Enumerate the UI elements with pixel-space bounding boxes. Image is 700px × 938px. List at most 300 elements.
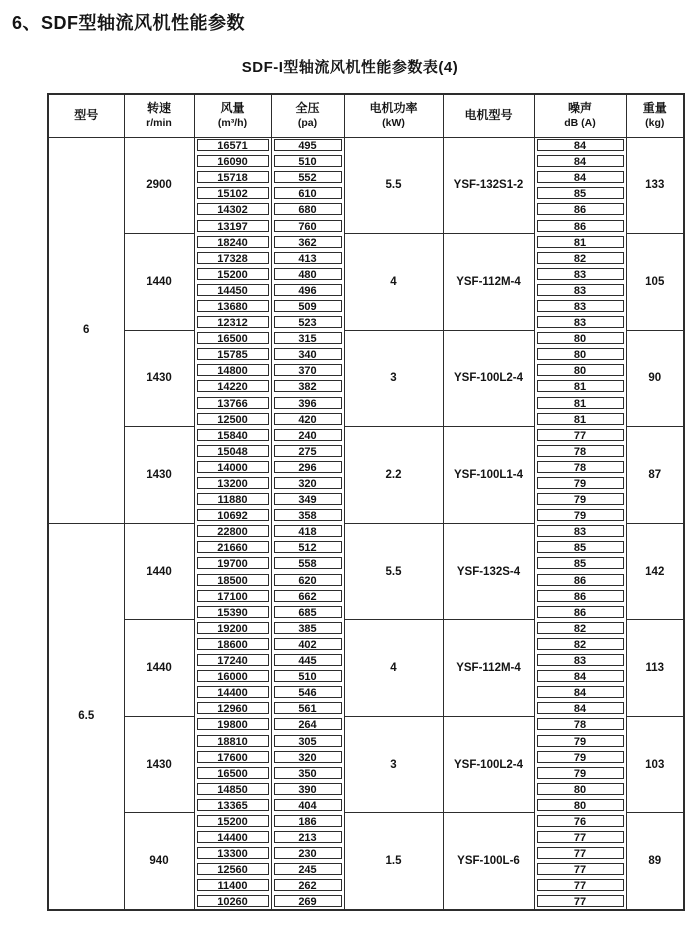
pressure-cell-box: 418 [274,525,342,537]
flow-cell [194,684,271,700]
flow-cell-box: 18240 [197,236,269,248]
flow-cell-box: 14302 [197,203,269,215]
speed-cell: 1440 [124,523,194,620]
col-header-pressure-unit: (pa) [297,116,318,129]
flow-cell [194,781,271,797]
weight-cell: 89 [626,813,684,910]
noise-cell [534,459,626,475]
pressure-cell [271,813,344,829]
pressure-cell [271,700,344,716]
pressure-cell [271,378,344,394]
power-cell: 3 [344,716,443,813]
flow-cell-box: 14800 [197,364,269,376]
pressure-cell [271,620,344,636]
noise-cell [534,298,626,314]
model-cell: 6 [48,137,124,523]
flow-cell-box: 14400 [197,831,269,843]
power-cell: 5.5 [344,523,443,620]
pressure-cell [271,716,344,732]
pressure-cell-box: 320 [274,477,342,489]
noise-cell [534,346,626,362]
motor-model-cell: YSF-100L2-4 [443,330,534,427]
power-cell: 4 [344,234,443,331]
noise-cell-box: 80 [537,364,624,376]
speed-cell: 1440 [124,234,194,331]
pressure-cell-box: 496 [274,284,342,296]
pressure-cell [271,459,344,475]
weight-cell: 142 [626,523,684,620]
noise-cell [534,539,626,555]
flow-cell [194,153,271,169]
flow-cell-box: 10692 [197,509,269,521]
noise-cell-box: 86 [537,574,624,586]
noise-cell-box: 77 [537,429,624,441]
flow-cell [194,234,271,250]
flow-cell-box: 18500 [197,574,269,586]
flow-cell [194,845,271,861]
pressure-cell-box: 315 [274,332,342,344]
pressure-cell [271,781,344,797]
flow-cell [194,877,271,893]
flow-cell [194,813,271,829]
noise-cell [534,797,626,813]
flow-cell [194,765,271,781]
pressure-cell-box: 523 [274,316,342,328]
flow-cell-box: 13300 [197,847,269,859]
pressure-cell [271,314,344,330]
flow-cell-box: 15048 [197,445,269,457]
col-header-noise-unit: dB (A) [564,116,596,129]
header-row [48,94,684,137]
noise-cell-box: 77 [537,863,624,875]
pressure-cell [271,684,344,700]
col-header-power [344,94,443,137]
flow-cell-box: 14000 [197,461,269,473]
motor-model-cell: YSF-112M-4 [443,620,534,717]
noise-cell-box: 77 [537,895,624,907]
flow-cell-box: 16500 [197,767,269,779]
noise-cell-box: 85 [537,187,624,199]
col-header-pressure [271,94,344,137]
noise-cell-box: 81 [537,236,624,248]
pressure-cell [271,588,344,604]
flow-cell [194,443,271,459]
pressure-cell [271,266,344,282]
pressure-cell-box: 402 [274,638,342,650]
col-header-flow-unit: (m³/h) [217,116,248,129]
pressure-cell [271,507,344,523]
pressure-cell [271,636,344,652]
pressure-cell [271,861,344,877]
noise-cell [534,572,626,588]
col-header-speed-label: 转速 [146,101,171,116]
pressure-cell [271,282,344,298]
col-header-speed [124,94,194,137]
flow-cell-box: 16000 [197,670,269,682]
noise-cell-box: 79 [537,477,624,489]
pressure-cell-box: 561 [274,702,342,714]
pressure-cell-box: 245 [274,863,342,875]
pressure-cell-box: 404 [274,799,342,811]
pressure-cell [271,749,344,765]
table-row [48,234,684,250]
noise-cell [534,475,626,491]
flow-cell [194,491,271,507]
pressure-cell [271,491,344,507]
noise-cell [534,668,626,684]
flow-cell [194,314,271,330]
noise-cell [534,813,626,829]
noise-cell-box: 86 [537,203,624,215]
noise-cell [534,765,626,781]
noise-cell-box: 84 [537,171,624,183]
pressure-cell [271,765,344,781]
flow-cell-box: 13766 [197,397,269,409]
motor-model-cell: YSF-100L-6 [443,813,534,910]
noise-cell [534,395,626,411]
col-header-noise [534,94,626,137]
col-header-power-label: 电机功率 [369,101,418,116]
flow-cell-box: 17328 [197,252,269,264]
noise-cell-box: 86 [537,606,624,618]
flow-cell [194,217,271,233]
noise-cell [534,604,626,620]
pressure-cell [271,234,344,250]
noise-cell [534,266,626,282]
weight-cell: 105 [626,234,684,331]
noise-cell [534,378,626,394]
flow-cell-box: 15200 [197,268,269,280]
weight-cell: 90 [626,330,684,427]
pressure-cell-box: 382 [274,380,342,392]
noise-cell [534,491,626,507]
pressure-cell-box: 262 [274,879,342,891]
noise-cell [534,893,626,909]
flow-cell [194,298,271,314]
table-row [48,716,684,732]
noise-cell-box: 82 [537,252,624,264]
pressure-cell [271,362,344,378]
pressure-cell-box: 370 [274,364,342,376]
noise-cell [534,137,626,153]
pressure-cell-box: 213 [274,831,342,843]
noise-cell [534,588,626,604]
col-header-model [48,94,124,137]
noise-cell [534,282,626,298]
noise-cell-box: 83 [537,316,624,328]
pressure-cell [271,652,344,668]
noise-cell-box: 84 [537,155,624,167]
pressure-cell-box: 413 [274,252,342,264]
flow-cell [194,250,271,266]
pressure-cell-box: 340 [274,348,342,360]
flow-cell-box: 15200 [197,815,269,827]
pressure-cell [271,572,344,588]
flow-cell-box: 11880 [197,493,269,505]
flow-cell [194,797,271,813]
table-header [48,94,684,137]
flow-cell-box: 13200 [197,477,269,489]
noise-cell [534,217,626,233]
col-header-weight-unit: (kg) [645,116,665,129]
pressure-cell-box: 269 [274,895,342,907]
flow-cell [194,893,271,909]
noise-cell [534,427,626,443]
power-cell: 3 [344,330,443,427]
flow-cell [194,378,271,394]
noise-cell-box: 79 [537,509,624,521]
pressure-cell-box: 510 [274,155,342,167]
flow-cell [194,427,271,443]
noise-cell-box: 78 [537,445,624,457]
flow-cell [194,620,271,636]
pressure-cell [271,523,344,539]
motor-model-cell: YSF-132S-4 [443,523,534,620]
noise-cell [534,201,626,217]
pressure-cell [271,797,344,813]
flow-cell [194,282,271,298]
col-header-motor-label: 电机型号 [464,107,513,122]
col-header-pressure-label: 全压 [295,101,320,116]
pressure-cell-box: 610 [274,187,342,199]
noise-cell-box: 86 [537,590,624,602]
noise-cell-box: 85 [537,541,624,553]
flow-cell [194,185,271,201]
flow-cell [194,539,271,555]
pressure-cell-box: 350 [274,767,342,779]
col-header-noise-label: 噪声 [567,101,592,116]
noise-cell-box: 79 [537,751,624,763]
pressure-cell-box: 396 [274,397,342,409]
table-body [48,137,684,910]
flow-cell-box: 19800 [197,718,269,730]
noise-cell [534,620,626,636]
noise-cell-box: 79 [537,735,624,747]
noise-cell-box: 80 [537,348,624,360]
flow-cell-box: 13680 [197,300,269,312]
flow-cell-box: 15102 [197,187,269,199]
pressure-cell-box: 495 [274,139,342,151]
noise-cell-box: 84 [537,686,624,698]
flow-cell-box: 11400 [197,879,269,891]
table-row [48,330,684,346]
speed-cell: 1430 [124,716,194,813]
noise-cell-box: 81 [537,380,624,392]
flow-cell [194,652,271,668]
noise-cell-box: 80 [537,783,624,795]
weight-cell: 87 [626,427,684,524]
noise-cell [534,732,626,748]
motor-model-cell: YSF-132S1-2 [443,137,534,234]
flow-cell [194,555,271,571]
noise-cell-box: 78 [537,718,624,730]
pressure-cell-box: 349 [274,493,342,505]
noise-cell [534,652,626,668]
pressure-cell [271,153,344,169]
pressure-cell [271,893,344,909]
flow-cell-box: 15718 [197,171,269,183]
pressure-cell-box: 552 [274,171,342,183]
col-header-flow-label: 风量 [220,101,245,116]
pressure-cell-box: 358 [274,509,342,521]
pressure-cell-box: 275 [274,445,342,457]
noise-cell [534,443,626,459]
pressure-cell-box: 320 [274,751,342,763]
flow-cell-box: 12500 [197,413,269,425]
pressure-cell-box: 685 [274,606,342,618]
weight-cell: 103 [626,716,684,813]
flow-cell [194,330,271,346]
flow-cell [194,523,271,539]
pressure-cell-box: 509 [274,300,342,312]
flow-cell [194,636,271,652]
noise-cell-box: 81 [537,397,624,409]
pressure-cell [271,539,344,555]
noise-cell-box: 83 [537,268,624,280]
noise-cell-box: 81 [537,413,624,425]
noise-cell-box: 84 [537,702,624,714]
noise-cell-box: 79 [537,767,624,779]
noise-cell-box: 80 [537,799,624,811]
table-row [48,620,684,636]
pressure-cell-box: 385 [274,622,342,634]
flow-cell [194,475,271,491]
noise-cell [534,507,626,523]
noise-cell [534,523,626,539]
noise-cell-box: 77 [537,879,624,891]
col-header-model-label: 型号 [74,107,99,122]
flow-cell-box: 17600 [197,751,269,763]
pressure-cell [271,427,344,443]
pressure-cell [271,443,344,459]
flow-cell [194,459,271,475]
noise-cell [534,330,626,346]
noise-cell-box: 77 [537,847,624,859]
flow-cell-box: 19700 [197,557,269,569]
flow-cell-box: 12560 [197,863,269,875]
performance-table [47,93,685,911]
flow-cell [194,604,271,620]
flow-cell-box: 18600 [197,638,269,650]
noise-cell-box: 78 [537,461,624,473]
flow-cell-box: 19200 [197,622,269,634]
flow-cell-box: 13197 [197,220,269,232]
pressure-cell [271,668,344,684]
flow-cell-box: 10260 [197,895,269,907]
flow-cell [194,572,271,588]
pressure-cell [271,346,344,362]
pressure-cell-box: 230 [274,847,342,859]
col-header-speed-unit: r/min [146,116,172,129]
flow-cell [194,732,271,748]
pressure-cell [271,250,344,266]
pressure-cell [271,555,344,571]
pressure-cell [271,395,344,411]
flow-cell [194,137,271,153]
pressure-cell [271,217,344,233]
speed-cell: 2900 [124,137,194,234]
noise-cell [534,234,626,250]
flow-cell [194,829,271,845]
noise-cell [534,185,626,201]
flow-cell-box: 15785 [197,348,269,360]
noise-cell [534,829,626,845]
flow-cell-box: 16500 [197,332,269,344]
speed-cell: 1440 [124,620,194,717]
flow-cell [194,588,271,604]
flow-cell-box: 15840 [197,429,269,441]
flow-cell [194,716,271,732]
flow-cell-box: 21660 [197,541,269,553]
pressure-cell [271,185,344,201]
col-header-power-unit: (kW) [382,116,405,129]
flow-cell [194,749,271,765]
pressure-cell-box: 680 [274,203,342,215]
flow-cell-box: 16090 [197,155,269,167]
flow-cell [194,861,271,877]
flow-cell [194,362,271,378]
noise-cell-box: 82 [537,638,624,650]
noise-cell [534,877,626,893]
flow-cell [194,395,271,411]
noise-cell-box: 85 [537,557,624,569]
pressure-cell-box: 546 [274,686,342,698]
pressure-cell [271,845,344,861]
weight-cell: 113 [626,620,684,717]
flow-cell [194,169,271,185]
pressure-cell-box: 240 [274,429,342,441]
pressure-cell [271,732,344,748]
pressure-cell-box: 264 [274,718,342,730]
flow-cell-box: 17100 [197,590,269,602]
noise-cell-box: 86 [537,220,624,232]
flow-cell [194,700,271,716]
pressure-cell [271,877,344,893]
model-cell: 6.5 [48,523,124,909]
table-row [48,137,684,153]
noise-cell-box: 79 [537,493,624,505]
noise-cell-box: 83 [537,284,624,296]
power-cell: 5.5 [344,137,443,234]
pressure-cell [271,137,344,153]
noise-cell [534,749,626,765]
pressure-cell [271,330,344,346]
noise-cell-box: 82 [537,622,624,634]
speed-cell: 1430 [124,427,194,524]
flow-cell-box: 14220 [197,380,269,392]
col-header-weight-label: 重量 [642,101,667,116]
pressure-cell [271,475,344,491]
flow-cell [194,411,271,427]
noise-cell [534,636,626,652]
table-row [48,813,684,829]
flow-cell-box: 14850 [197,783,269,795]
pressure-cell-box: 480 [274,268,342,280]
noise-cell [534,555,626,571]
page-title: 6、SDF型轴流风机性能参数 [12,13,246,33]
pressure-cell-box: 186 [274,815,342,827]
col-header-flow [194,94,271,137]
speed-cell: 940 [124,813,194,910]
pressure-cell [271,298,344,314]
weight-cell: 133 [626,137,684,234]
flow-cell [194,507,271,523]
power-cell: 4 [344,620,443,717]
motor-model-cell: YSF-112M-4 [443,234,534,331]
flow-cell [194,266,271,282]
pressure-cell-box: 620 [274,574,342,586]
noise-cell-box: 83 [537,654,624,666]
